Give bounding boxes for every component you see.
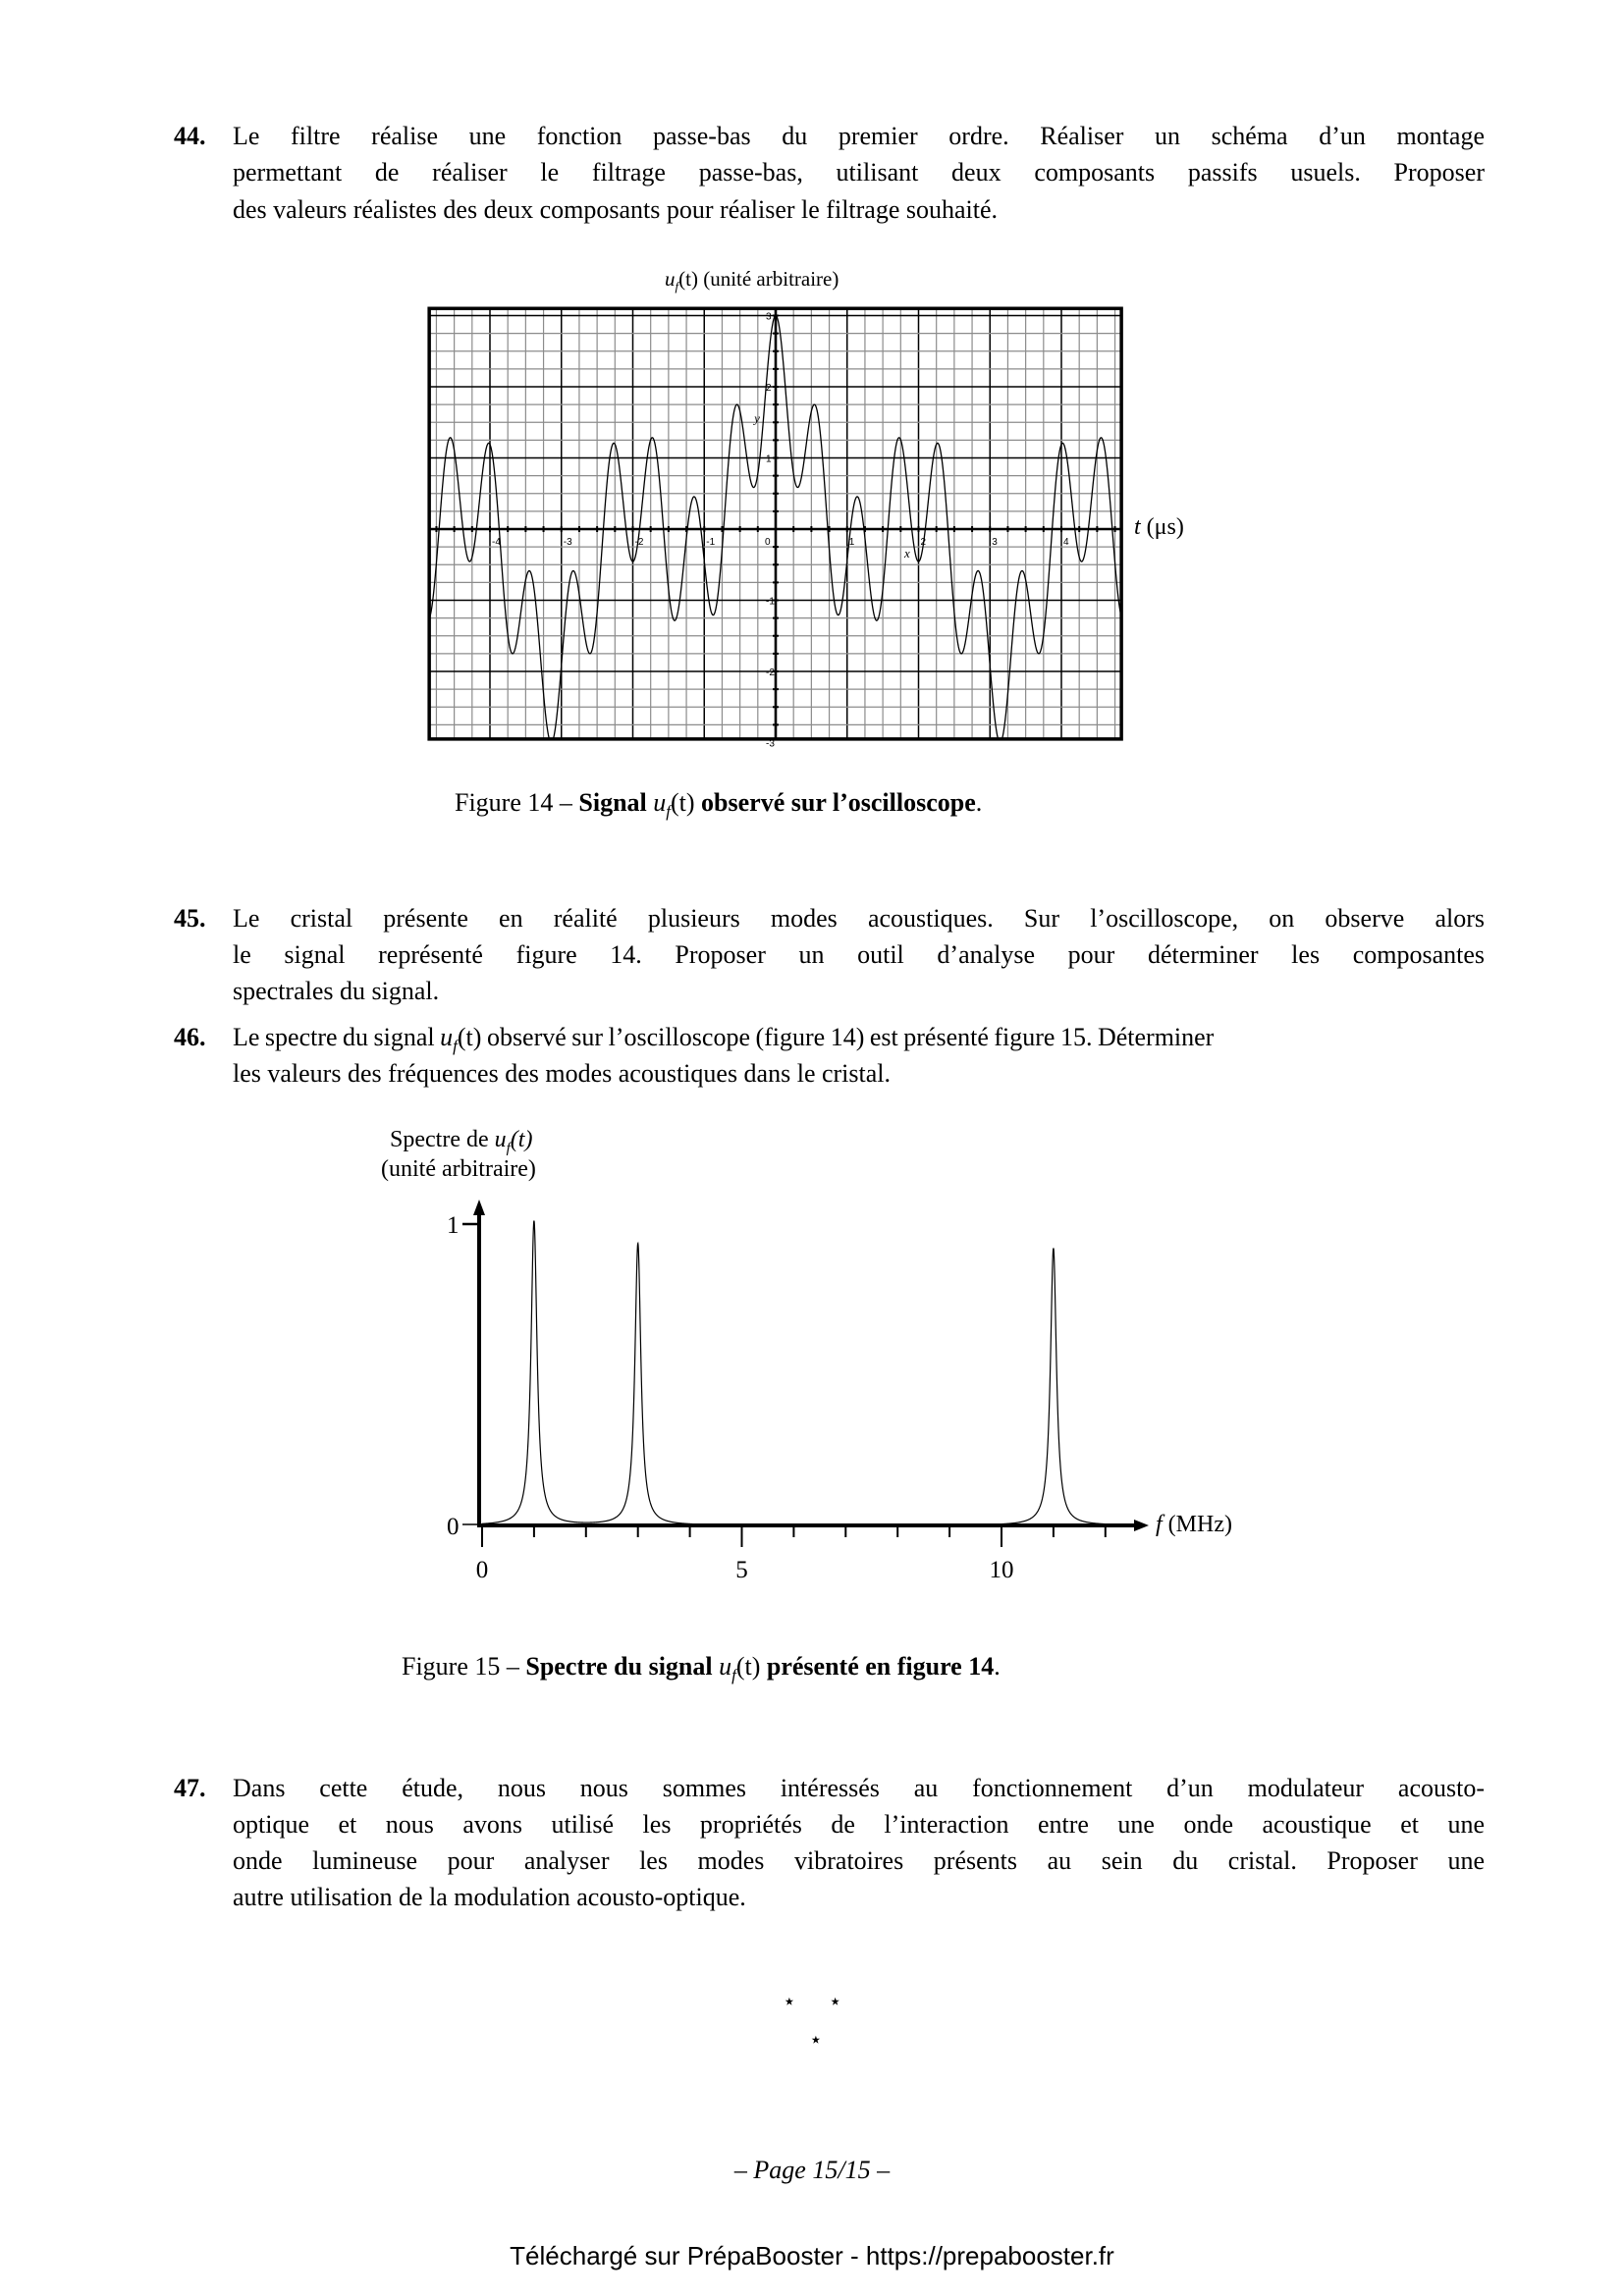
fig15-caption-math: u: [719, 1652, 732, 1681]
fig14-y-tick-label: 2: [766, 383, 772, 394]
fig14-xlabel-var: t: [1134, 514, 1141, 540]
fig15-caption-end: .: [994, 1652, 1001, 1681]
question-46-line: les valeurs des fréquences des modes acoustiques dans le cristal.: [233, 1059, 892, 1088]
question-47-line: Dans cette étude, nous nous sommes intéressés au fonctionnement d’un modulateur acousto-: [233, 1774, 1485, 1802]
fig14-xlabel-unit: (μs): [1146, 514, 1184, 540]
q46-text: Le spectre du signal: [233, 1023, 441, 1051]
fig14-caption-bold: observé sur l’oscilloscope: [701, 788, 976, 817]
question-44-line: Le filtre réalise une fonction passe-bas du premier ordre. Réaliser un schéma d’un montage: [233, 122, 1485, 150]
fig15-y-tick-label: 0: [447, 1514, 460, 1540]
fig14-annotation: y: [754, 410, 760, 426]
fig14-x-tick-label: 1: [848, 537, 855, 548]
question-number-44: 44.: [174, 122, 206, 150]
question-47-line: onde lumineuse pour analyser les modes vibratoires présents au sein du cristal. Proposer une: [233, 1846, 1485, 1875]
question-44-line: permettant de réaliser le filtrage passe-bas, utilisant deux composants passifs usuels. Proposer: [233, 158, 1485, 187]
q46-math-sub: f: [453, 1037, 458, 1056]
fig15-caption-math-arg: (t): [735, 1652, 761, 1681]
fig15-caption-bold: présenté en figure 14: [766, 1652, 995, 1681]
fig15-ylabel-prefix: Spectre de: [390, 1127, 495, 1152]
decorative-star-bottom: ⋆: [809, 2027, 823, 2052]
fig15-caption: [402, 1652, 1001, 1685]
fig14-caption-math: u: [653, 788, 667, 817]
fig14-title-u: u: [665, 267, 676, 291]
fig14-title-rest: (t) (unité arbitraire): [678, 267, 839, 291]
fig15-y-arrow-icon: [473, 1200, 485, 1215]
fig14-y-tick-label: 1: [766, 454, 772, 465]
q46-text: observé sur l’oscilloscope (figure 14) est présenté figure 15. Déterminer: [481, 1023, 1215, 1051]
fig14-x-tick-label: -4: [492, 537, 501, 548]
fig15-x-tick-label: 0: [475, 1557, 489, 1583]
fig14-caption-math-sub: f: [666, 802, 671, 822]
fig14-caption-prefix: Figure 14 –: [455, 788, 572, 817]
question-45-line: spectrales du signal.: [233, 977, 440, 1005]
fig15-caption-prefix: Figure 15 –: [402, 1652, 519, 1681]
fig14-y-tick-label: -3: [766, 738, 775, 750]
fig14-y-tick-label: 3: [766, 311, 772, 323]
question-45-line: Le cristal présente en réalité plusieurs modes acoustiques. Sur l’oscilloscope, on observe alors: [233, 904, 1485, 933]
question-47-line: optique et nous avons utilisé les propriétés de l’interaction entre une onde acoustique et une: [233, 1810, 1485, 1839]
page-number: – Page 15/15 –: [733, 2156, 891, 2184]
download-footer: Téléchargé sur PrépaBooster - https://prepabooster.fr: [510, 2241, 1114, 2270]
fig15-y-tick-label: 1: [447, 1212, 460, 1239]
question-45-line: le signal représenté figure 14. Proposer un outil d’analyse pour déterminer les composantes: [233, 940, 1485, 969]
question-number-45: 45.: [174, 904, 206, 933]
question-number-46: 46.: [174, 1023, 206, 1051]
fig14-x-tick-label: -3: [563, 537, 572, 548]
fig15-x-tick-label: 10: [989, 1557, 1014, 1583]
fig15-y-axis-label-line2: (unité arbitraire): [381, 1156, 536, 1182]
fig14-x-tick-label: 4: [1063, 537, 1069, 548]
decorative-stars-top: ⋆ ⋆: [783, 1989, 842, 2013]
fig14-x-tick-label: 2: [920, 537, 927, 548]
fig15-ylabel-arg: (t): [510, 1127, 533, 1152]
fig14-y-tick-label: -2: [766, 667, 775, 678]
fig15-x-axis-label: [1156, 1512, 1232, 1538]
fig15-ylabel-sub: f: [506, 1140, 511, 1156]
fig15-xlabel-unit: (MHz): [1167, 1512, 1232, 1537]
fig14-title-sub: f: [675, 279, 679, 294]
fig14-caption-math-arg: (t): [671, 788, 695, 817]
fig15-xlabel-var: f: [1156, 1512, 1163, 1537]
fig14-x-tick-label: -1: [706, 537, 716, 548]
fig14-annotation: x: [903, 546, 910, 561]
q46-math: u: [440, 1023, 454, 1051]
fig14-x-tick-label: 3: [992, 537, 998, 548]
fig15-x-arrow-icon: [1134, 1520, 1149, 1531]
fig15-x-tick-label: 5: [735, 1557, 748, 1583]
fig15-spectrum-curve: [482, 1221, 1121, 1525]
question-47-line: autre utilisation de la modulation acousto-optique.: [233, 1883, 746, 1911]
fig14-caption-bold: Signal: [578, 788, 647, 817]
question-44-line: des valeurs réalistes des deux composants pour réaliser le filtrage souhaité.: [233, 195, 999, 224]
fig14-x-tick-label: -2: [634, 537, 644, 548]
fig15-caption-bold: Spectre du signal: [525, 1652, 713, 1681]
question-number-47: 47.: [174, 1774, 206, 1802]
fig15-ylabel-math: u: [494, 1127, 507, 1152]
fig14-caption-end: .: [975, 788, 983, 817]
q46-math-arg: (t): [457, 1023, 482, 1051]
fig14-y-tick-label: -1: [766, 596, 775, 608]
fig15-caption-math-sub: f: [731, 1666, 736, 1685]
fig14-x-tick-label: 0: [765, 537, 771, 548]
